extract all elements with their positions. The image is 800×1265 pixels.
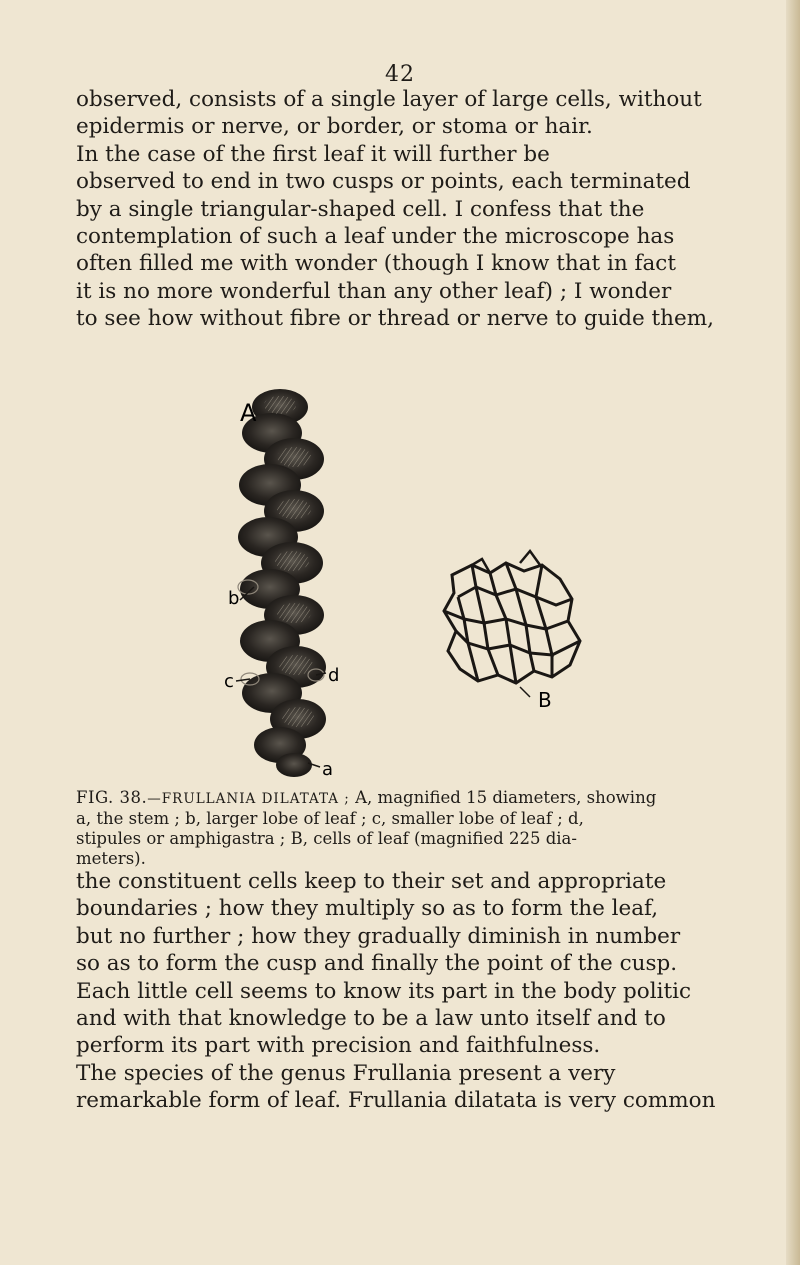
caption-text: A, magnified 15 diameters, showing a, the stem ; b, larger lobe of leaf ; c, smaller lobe of leaf ; d, stipules or amphigastra ; B, cells of leaf (magnified 225 dia- meters). (76, 788, 657, 868)
body-paragraph-bottom: the constituent cells keep to their set and appropriate boundaries ; how they multiply so as to form the leaf, but no further ; how they gradually diminish in number so as to form the cusp and finally the point of the cusp. Each little cell seems to know its part in the body politic and with that knowledge to be a law unto itself and to perform its part with precision and faithfulness. The species of the genus Frullania present a very remarkable form of leaf. Frullania dilatata is very common (76, 869, 716, 1114)
figure-caption (76, 788, 756, 869)
figure-illustration (220, 375, 620, 785)
label-b-lower: b (228, 588, 240, 609)
label-c-lower: c (224, 671, 234, 692)
specimen-a-drawing (236, 389, 326, 777)
specimen-b-drawing (444, 551, 580, 683)
caption-species-name: —FRULLANIA DILATATA ; (147, 791, 356, 807)
page-edge (786, 0, 800, 1265)
label-b-upper: B (538, 688, 552, 712)
label-a-lower: a (322, 759, 334, 780)
label-a-upper: A (240, 399, 257, 427)
label-d-lower: d (328, 665, 340, 686)
figure-frullania (220, 375, 620, 785)
body-paragraph-top: observed, consists of a single layer of large cells, without epidermis or nerve, or border, or stoma or hair. In the case of the first leaf it will further be observed to end in two cusps or points, each terminated by a single triangular-shaped cell. I confess that the contemplation of such a leaf under the microscope has often filled me with wonder (though I know that in fact it is no more wonderful than any other leaf) ; I wonder to see how without fibre or thread or nerve to guide them, (76, 87, 714, 332)
page-number: 42 (385, 62, 415, 87)
caption-figure-number: FIG. 38. (76, 788, 148, 807)
